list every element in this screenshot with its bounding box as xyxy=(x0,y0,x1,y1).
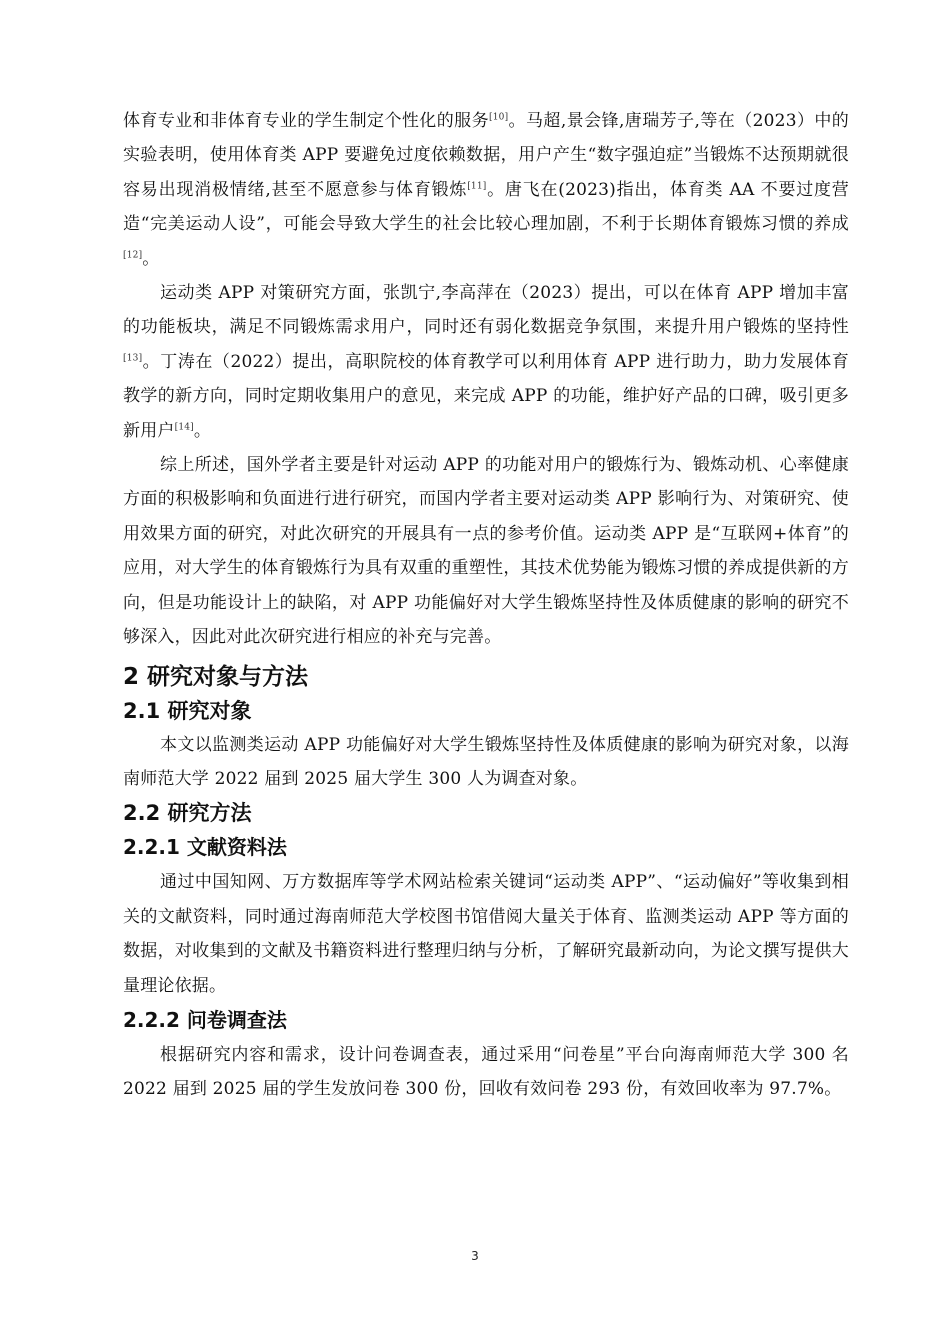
paragraph-questionnaire-method: 根据研究内容和需求，设计问卷调查表，通过采用“问卷星”平台向海南师范大学 300 名 2022 届到 2025 届的学生发放问卷 300 份，回收有效问卷 293 份，有效回收率为 97.7%。 xyxy=(123,1044,849,1100)
paragraph-text: 运动类 APP 对策研究方面，张凯宁,李高萍在（2023）提出，可以在体育 APP 增加丰富的功能板块，满足不同锻炼需求用户，同时还有弱化数据竞争氛围，来提升用户锻炼的坚持性 xyxy=(123,283,849,338)
citation-ref: [13] xyxy=(123,353,143,364)
paragraph-text: 。唐飞在(2023)指出，体育类 AA 不要过度营造“完美运动人设”，可能会导致大学生的社会比较心理加剧，不利于长期体育锻炼习惯的养成 xyxy=(123,179,850,235)
paragraph-research-object: 本文以监测类运动 APP 功能偏好对大学生锻炼坚持性及体质健康的影响为研究对象，以海南师范大学 2022 届到 2025 届大学生 300 人为调查对象。 xyxy=(123,734,849,789)
section-heading-2-2-1: 2.2.1 文献资料法 xyxy=(123,835,287,860)
document-page xyxy=(123,104,849,1107)
section-heading-2-2-2: 2.2.2 问卷调查法 xyxy=(123,1007,287,1032)
paragraph-text: 。 xyxy=(193,420,212,441)
citation-ref: [12] xyxy=(123,249,143,260)
page-number: 3 xyxy=(471,1249,479,1263)
paragraph-text: 。丁涛在（2022）提出，高职院校的体育教学可以利用体育 APP 进行助力，助力发展体育教学的新方向，同时定期收集用户的意见，来完成 APP 的功能，维护好产品的口碑，吸引更多新用户 xyxy=(123,351,849,441)
section-heading-2: 2 研究对象与方法 xyxy=(123,663,309,690)
paragraph-summary: 综上所述，国外学者主要是针对运动 APP 的功能对用户的锻炼行为、锻炼动机、心率健康方面的积极影响和负面进行进行研究，而国内学者主要对运动类 APP 影响行为、对策研究、使用效果方面的研究，对此次研究的开展具有一点的参考价值。运动类 APP 是“互联网+体育”的应用，对大学生的体育锻炼行为具有双重的重塑性，其技术优势能为锻炼习惯的养成提供新的方向，但是功能设计上的缺陷，对 APP 功能偏好对大学生锻炼坚持性及体质健康的影响的研究不够深入，因此对此次研究进行相应的补充与完善。 xyxy=(123,455,849,648)
citation-ref: [11] xyxy=(467,181,487,192)
citation-ref: [14] xyxy=(174,422,194,432)
paragraph-text: 体育专业和非体育专业的学生制定个性化的服务 xyxy=(123,111,490,131)
paragraph-literature-method: 通过中国知网、万方数据库等学术网站检索关键词“运动类 APP”、“运动偏好”等收集到相关的文献资料，同时通过海南师范大学校图书馆借阅大量关于体育、监测类运动 APP 等方面的数据，对收集到的文献及书籍资料进行整理归纳与分析，了解研究最新动向，为论文撰写提供大量理论依据。 xyxy=(123,872,849,996)
citation-ref: [10] xyxy=(489,112,509,123)
section-heading-2-2: 2.2 研究方法 xyxy=(123,801,252,826)
paragraph-text: 。马超,景会锋,唐瑞芳子,等在（2023）中的实验表明，使用体育类 APP 要避免过度依赖数据，用户产生“数字强迫症”当锻炼不达预期就很容易出现消极情绪,甚至不愿意参与体育锻炼 xyxy=(123,111,850,200)
paragraph-user-profiling xyxy=(123,104,849,276)
paragraph-text: 。 xyxy=(142,248,160,269)
paragraph-countermeasures xyxy=(123,276,849,448)
section-heading-2-1: 2.1 研究对象 xyxy=(123,698,252,723)
